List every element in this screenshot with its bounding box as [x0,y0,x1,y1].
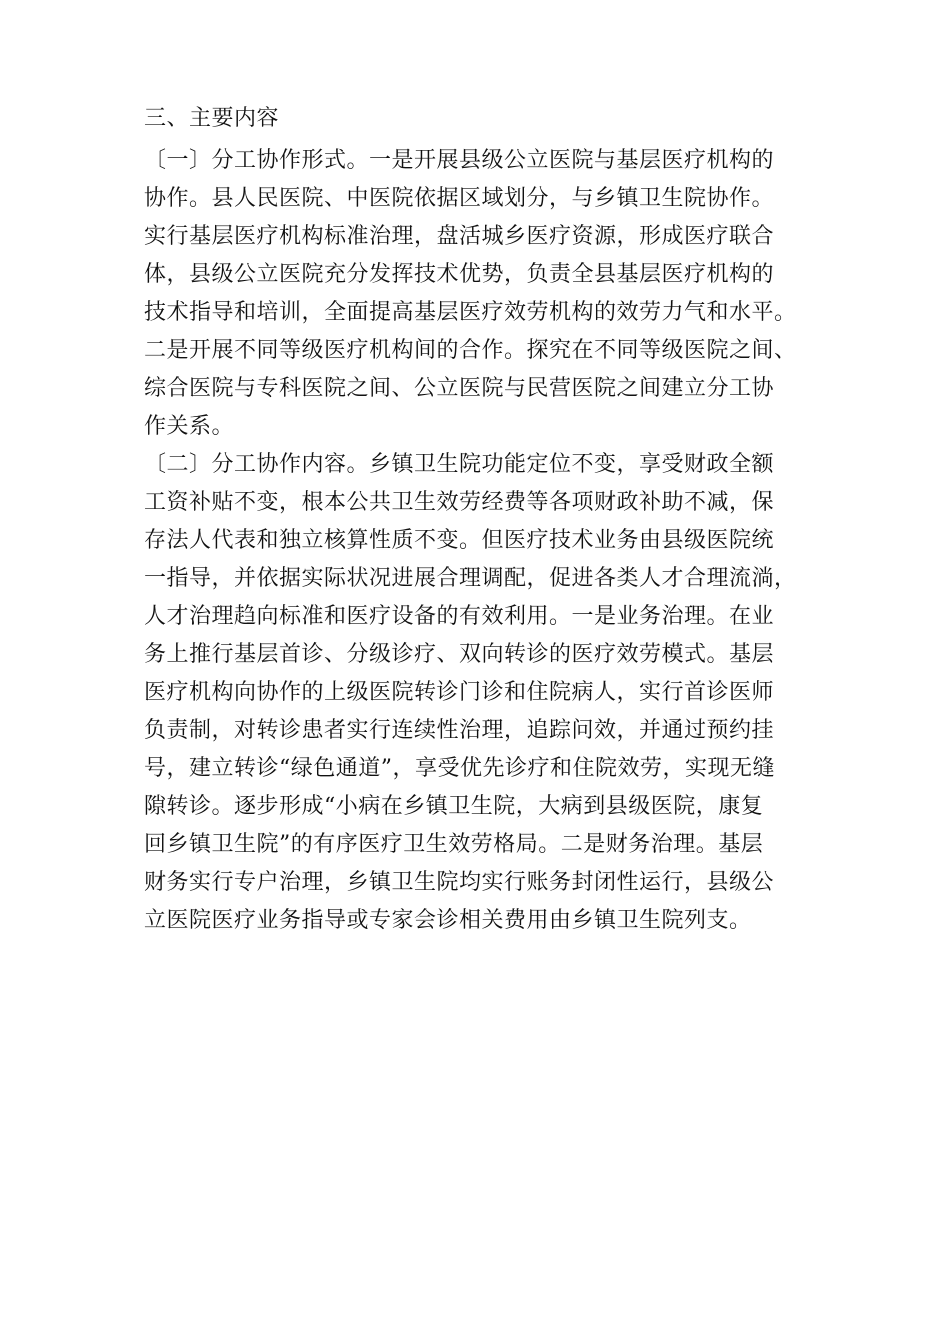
text-line: 〔一〕分工协作形式。一是开展县级公立医院与基层医疗机构的 [144,148,775,173]
text-line: 一指导，并依据实际状况进展合理调配，促进各类人才合理流淌， [144,566,797,591]
text-line: 财务实行专户治理，乡镇卫生院均实行账务封闭性运行，县级公 [144,870,775,895]
text-line: 隙转诊。逐步形成“小病在乡镇卫生院，大病到县级医院，康复 [144,794,764,819]
text-line: 综合医院与专科医院之间、公立医院与民营医院之间建立分工协 [144,376,775,401]
text-line: 技术指导和培训，全面提高基层医疗效劳机构的效劳力气和水平。 [144,300,797,325]
text-line: 人才治理趋向标准和医疗设备的有效利用。一是业务治理。在业 [144,604,775,629]
text-line: 务上推行基层首诊、分级诊疗、双向转诊的医疗效劳模式。基层 [144,642,775,667]
text-line: 实行基层医疗机构标准治理，盘活城乡医疗资源，形成医疗联合 [144,224,775,249]
text-line: 协作。县人民医院、中医院依据区域划分，与乡镇卫生院协作。 [144,186,775,211]
text-line: 体，县级公立医院充分发挥技术优势，负责全县基层医疗机构的 [144,262,775,287]
text-line: 立医院医疗业务指导或专家会诊相关费用由乡镇卫生院列支。 [144,908,752,933]
section-heading: 三、主要内容 [144,106,280,131]
text-line: 〔二〕分工协作内容。乡镇卫生院功能定位不变，享受财政全额 [144,452,775,477]
text-line: 存法人代表和独立核算性质不变。但医疗技术业务由县级医院统 [144,528,775,553]
document-body [144,100,844,940]
text-line: 负责制，对转诊患者实行连续性治理，追踪问效，并通过预约挂 [144,718,775,743]
text-line: 号，建立转诊“绿色通道”，享受优先诊疗和住院效劳，实现无缝 [144,756,775,781]
text-line: 工资补贴不变，根本公共卫生效劳经费等各项财政补助不减，保 [144,490,775,515]
text-line: 二是开展不同等级医疗机构间的合作。探究在不同等级医院之间、 [144,338,797,363]
text-line: 作关系。 [144,414,235,439]
text-line: 医疗机构向协作的上级医院转诊门诊和住院病人，实行首诊医师 [144,680,775,705]
text-line: 回乡镇卫生院”的有序医疗卫生效劳格局。二是财务治理。基层 [144,832,764,857]
